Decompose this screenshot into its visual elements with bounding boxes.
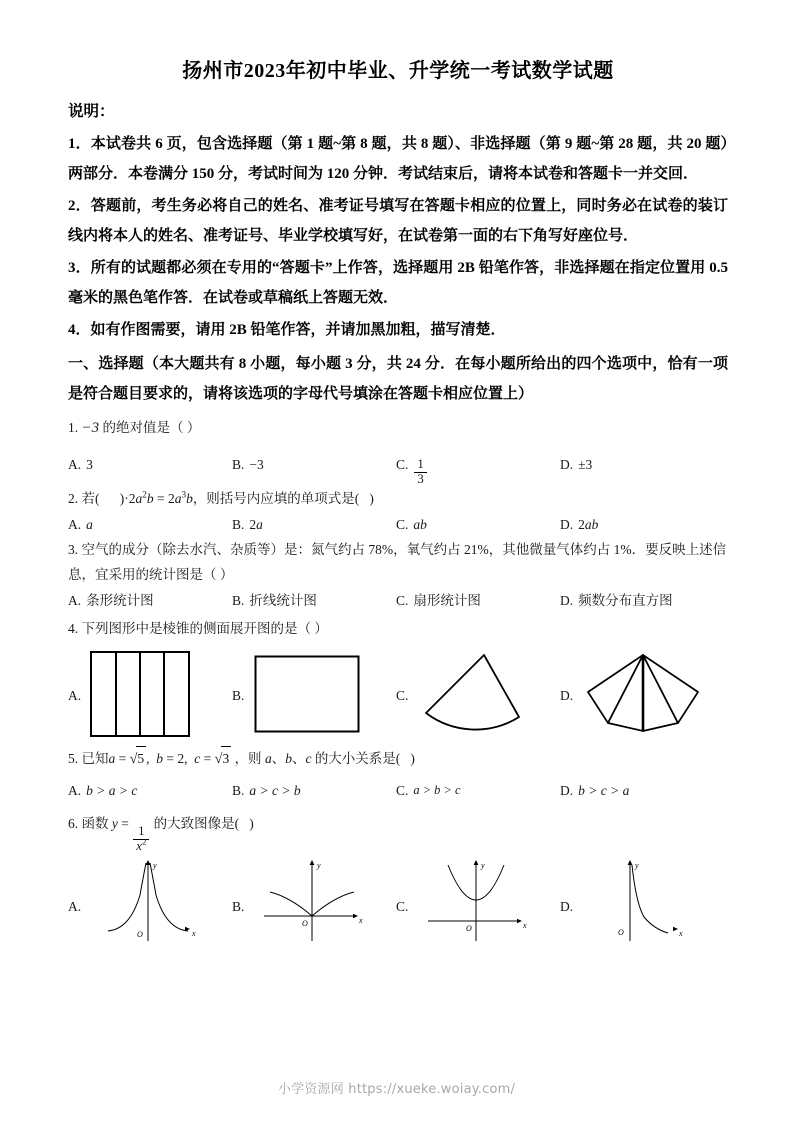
question-6-stem: 6. 函数 y = $\frac{1}{x^2}$ 的大致图像是( )	[68, 816, 254, 853]
option-2-C-value: ab	[413, 516, 427, 532]
option-5-D[interactable]	[560, 778, 724, 804]
graph-single-decreasing-branch-figure	[582, 859, 702, 956]
instruction-item-3: 3．所有的试题都必须在专用的“答题卡”上作答，选择题用 2B 铅笔作答，非选择题在指定位置用 0.5 毫米的黑色笔作答．在试卷或草稿纸上答题无效．	[68, 260, 728, 307]
option-6-D[interactable]	[560, 859, 724, 956]
option-6-A[interactable]	[68, 859, 232, 956]
svg-text:x: x	[359, 915, 363, 925]
option-1-A[interactable]	[68, 443, 232, 487]
question-3-stem: 3. 空气的成分（除去水汽、杂质等）是：氮气约占 78%，氧气约占 21%，其他微量气体约占 1%．要反映上述信息，宜采用的统计图是（ ）	[68, 541, 727, 582]
option-2-B-letter: B.	[232, 516, 245, 532]
fraction-one-over-x-squared	[133, 825, 149, 853]
option-6-B[interactable]	[232, 859, 396, 956]
question-1	[68, 415, 728, 487]
option-5-D-value: b > c > a	[578, 783, 630, 799]
option-6-A-letter: A.	[68, 899, 82, 915]
option-4-D[interactable]	[560, 646, 724, 746]
section-heading-multiple-choice: 一、选择题（本大题共有 8 小题，每小题 3 分，共 24 分．在每小题所给出的四个选项中，恰有一项是符合题目要求的，请将该选项的字母代号填涂在答题卡相应位置上）	[68, 356, 728, 403]
fraction-one-third	[414, 458, 426, 486]
option-5-B[interactable]	[232, 778, 396, 804]
graph-upward-parabola-figure	[418, 859, 538, 956]
option-1-B-value: −3	[249, 457, 264, 473]
svg-text:O: O	[137, 929, 143, 939]
option-4-C[interactable]	[396, 646, 560, 746]
page-content	[68, 58, 728, 956]
option-2-D-letter: D.	[560, 516, 574, 532]
option-3-B[interactable]	[232, 588, 396, 614]
option-3-B-letter: B.	[232, 592, 245, 608]
instructions-label: 说明：	[68, 103, 115, 120]
option-5-D-letter: D.	[560, 783, 574, 799]
rectangle-divided-into-strips-figure	[90, 651, 190, 742]
option-3-A[interactable]	[68, 588, 232, 614]
option-4-A[interactable]	[68, 646, 232, 746]
fraction-denominator: $x^2$	[133, 839, 149, 853]
option-1-B[interactable]	[232, 443, 396, 487]
question-1-math: −3	[81, 420, 100, 437]
option-4-B[interactable]	[232, 646, 396, 746]
question-1-stem	[68, 415, 728, 443]
question-2-text: 2. 若( )$\cdot 2a^2b = 2a^3b$，则括号内应填的单项式是( )	[68, 489, 374, 506]
question-2-stem	[68, 487, 728, 512]
svg-text:y: y	[481, 860, 485, 870]
option-2-C-letter: C.	[396, 516, 409, 532]
svg-text:y: y	[317, 860, 321, 870]
option-3-C[interactable]	[396, 588, 560, 614]
option-6-C-letter: C.	[396, 899, 409, 915]
option-1-C-letter: C.	[396, 457, 409, 473]
option-2-D-value: 2ab	[578, 516, 599, 532]
fraction-numerator: 1	[138, 824, 145, 839]
svg-text:O: O	[618, 927, 624, 937]
option-5-B-value: a > c > b	[249, 783, 301, 799]
option-3-A-value: 条形统计图	[86, 592, 154, 608]
option-1-D-letter: D.	[560, 457, 574, 473]
option-4-B-letter: B.	[232, 688, 245, 704]
svg-text:O: O	[302, 918, 308, 928]
question-4-stem: 4. 下列图形中是棱锥的侧面展开图的是（ ）	[68, 621, 328, 637]
option-3-C-value: 扇形统计图	[413, 592, 481, 608]
option-4-C-letter: C.	[396, 688, 409, 704]
option-3-D-value: 频数分布直方图	[578, 592, 673, 608]
option-5-C-value: a > b > c	[413, 783, 461, 798]
question-1-number: 1.	[68, 420, 79, 436]
svg-text:x: x	[523, 920, 527, 930]
option-6-B-letter: B.	[232, 899, 245, 915]
question-4-options	[68, 646, 728, 746]
question-2	[68, 487, 728, 538]
question-3-options	[68, 588, 728, 614]
option-4-D-letter: D.	[560, 688, 574, 704]
svg-text:x: x	[679, 928, 683, 938]
fan-of-triangles-figure	[582, 651, 704, 742]
plain-rectangle-figure	[254, 655, 360, 738]
option-1-A-value: 3	[86, 457, 93, 473]
question-4	[68, 617, 728, 746]
question-5-stem: 5. 已知a = √5 , b = 2, c = √3 ，则 a、b、c 的大小关系是( )	[68, 746, 728, 772]
fraction-numerator: 1	[417, 457, 424, 472]
instruction-item-2: 2．答题前，考生务必将自己的姓名、准考证号填写在答题卡相应的位置上，同时务必在试卷的装订线内将本人的姓名、准考证号、毕业学校填写好，在试卷第一面的右下角写好座位号．	[68, 198, 728, 245]
question-3	[68, 538, 728, 614]
option-6-D-letter: D.	[560, 899, 574, 915]
option-5-C-letter: C.	[396, 783, 409, 799]
option-5-A-value: b > a > c	[86, 783, 138, 799]
option-5-B-letter: B.	[232, 783, 245, 799]
option-6-C[interactable]	[396, 859, 560, 956]
circular-sector-figure	[418, 651, 528, 742]
question-2-options	[68, 512, 728, 538]
question-6	[68, 808, 728, 956]
instruction-item-4: 4．如有作图需要，请用 2B 铅笔作答，并请加黑加粗，描写清楚．	[68, 322, 506, 339]
option-1-D-value: ±3	[578, 457, 593, 473]
site-watermark: 小学资源网 https://xueke.woiay.com/	[277, 1082, 516, 1097]
question-1-options	[68, 443, 728, 487]
option-1-B-letter: B.	[232, 457, 245, 473]
fraction-denominator: 3	[414, 472, 426, 486]
page-title: 扬州市2023年初中毕业、升学统一考试数学试题	[182, 60, 614, 82]
question-5-options	[68, 778, 728, 804]
option-2-A-letter: A.	[68, 516, 82, 532]
option-3-D[interactable]	[560, 588, 724, 614]
option-2-C[interactable]	[396, 512, 560, 538]
option-2-B-value: 2a	[249, 516, 263, 532]
option-3-D-letter: D.	[560, 592, 574, 608]
option-4-A-letter: A.	[68, 688, 82, 704]
option-1-A-letter: A.	[68, 457, 82, 473]
option-2-A[interactable]	[68, 512, 232, 538]
question-5	[68, 746, 728, 804]
option-1-C[interactable]	[396, 443, 560, 487]
svg-text:y: y	[153, 860, 157, 870]
graph-sqrt-like-both-sides-figure	[254, 859, 374, 956]
question-6-options	[68, 859, 728, 956]
option-3-A-letter: A.	[68, 592, 82, 608]
svg-text:x: x	[192, 928, 196, 938]
option-5-A-letter: A.	[68, 783, 82, 799]
option-1-D[interactable]	[560, 443, 724, 487]
option-1-C-value	[413, 444, 427, 486]
svg-text:O: O	[466, 923, 472, 933]
option-3-C-letter: C.	[396, 592, 409, 608]
question-1-text: 的绝对值是（ ）	[102, 420, 201, 436]
option-5-C[interactable]	[396, 778, 560, 804]
graph-inverse-square-both-branches-figure	[90, 859, 210, 956]
option-2-B[interactable]	[232, 512, 396, 538]
option-3-B-value: 折线统计图	[249, 592, 317, 608]
svg-text:y: y	[635, 860, 639, 870]
instruction-item-1: 1．本试卷共 6 页，包含选择题（第 1 题~第 8 题，共 8 题）、非选择题（第 9 题~第 28 题，共 20 题）两部分．本卷满分 150 分，考试时间为 120 分钟．考试结束后，请将本试卷和答题卡一并交回．	[68, 136, 728, 183]
option-5-A[interactable]	[68, 778, 232, 804]
option-2-A-value: a	[86, 516, 93, 532]
option-2-D[interactable]	[560, 512, 724, 538]
